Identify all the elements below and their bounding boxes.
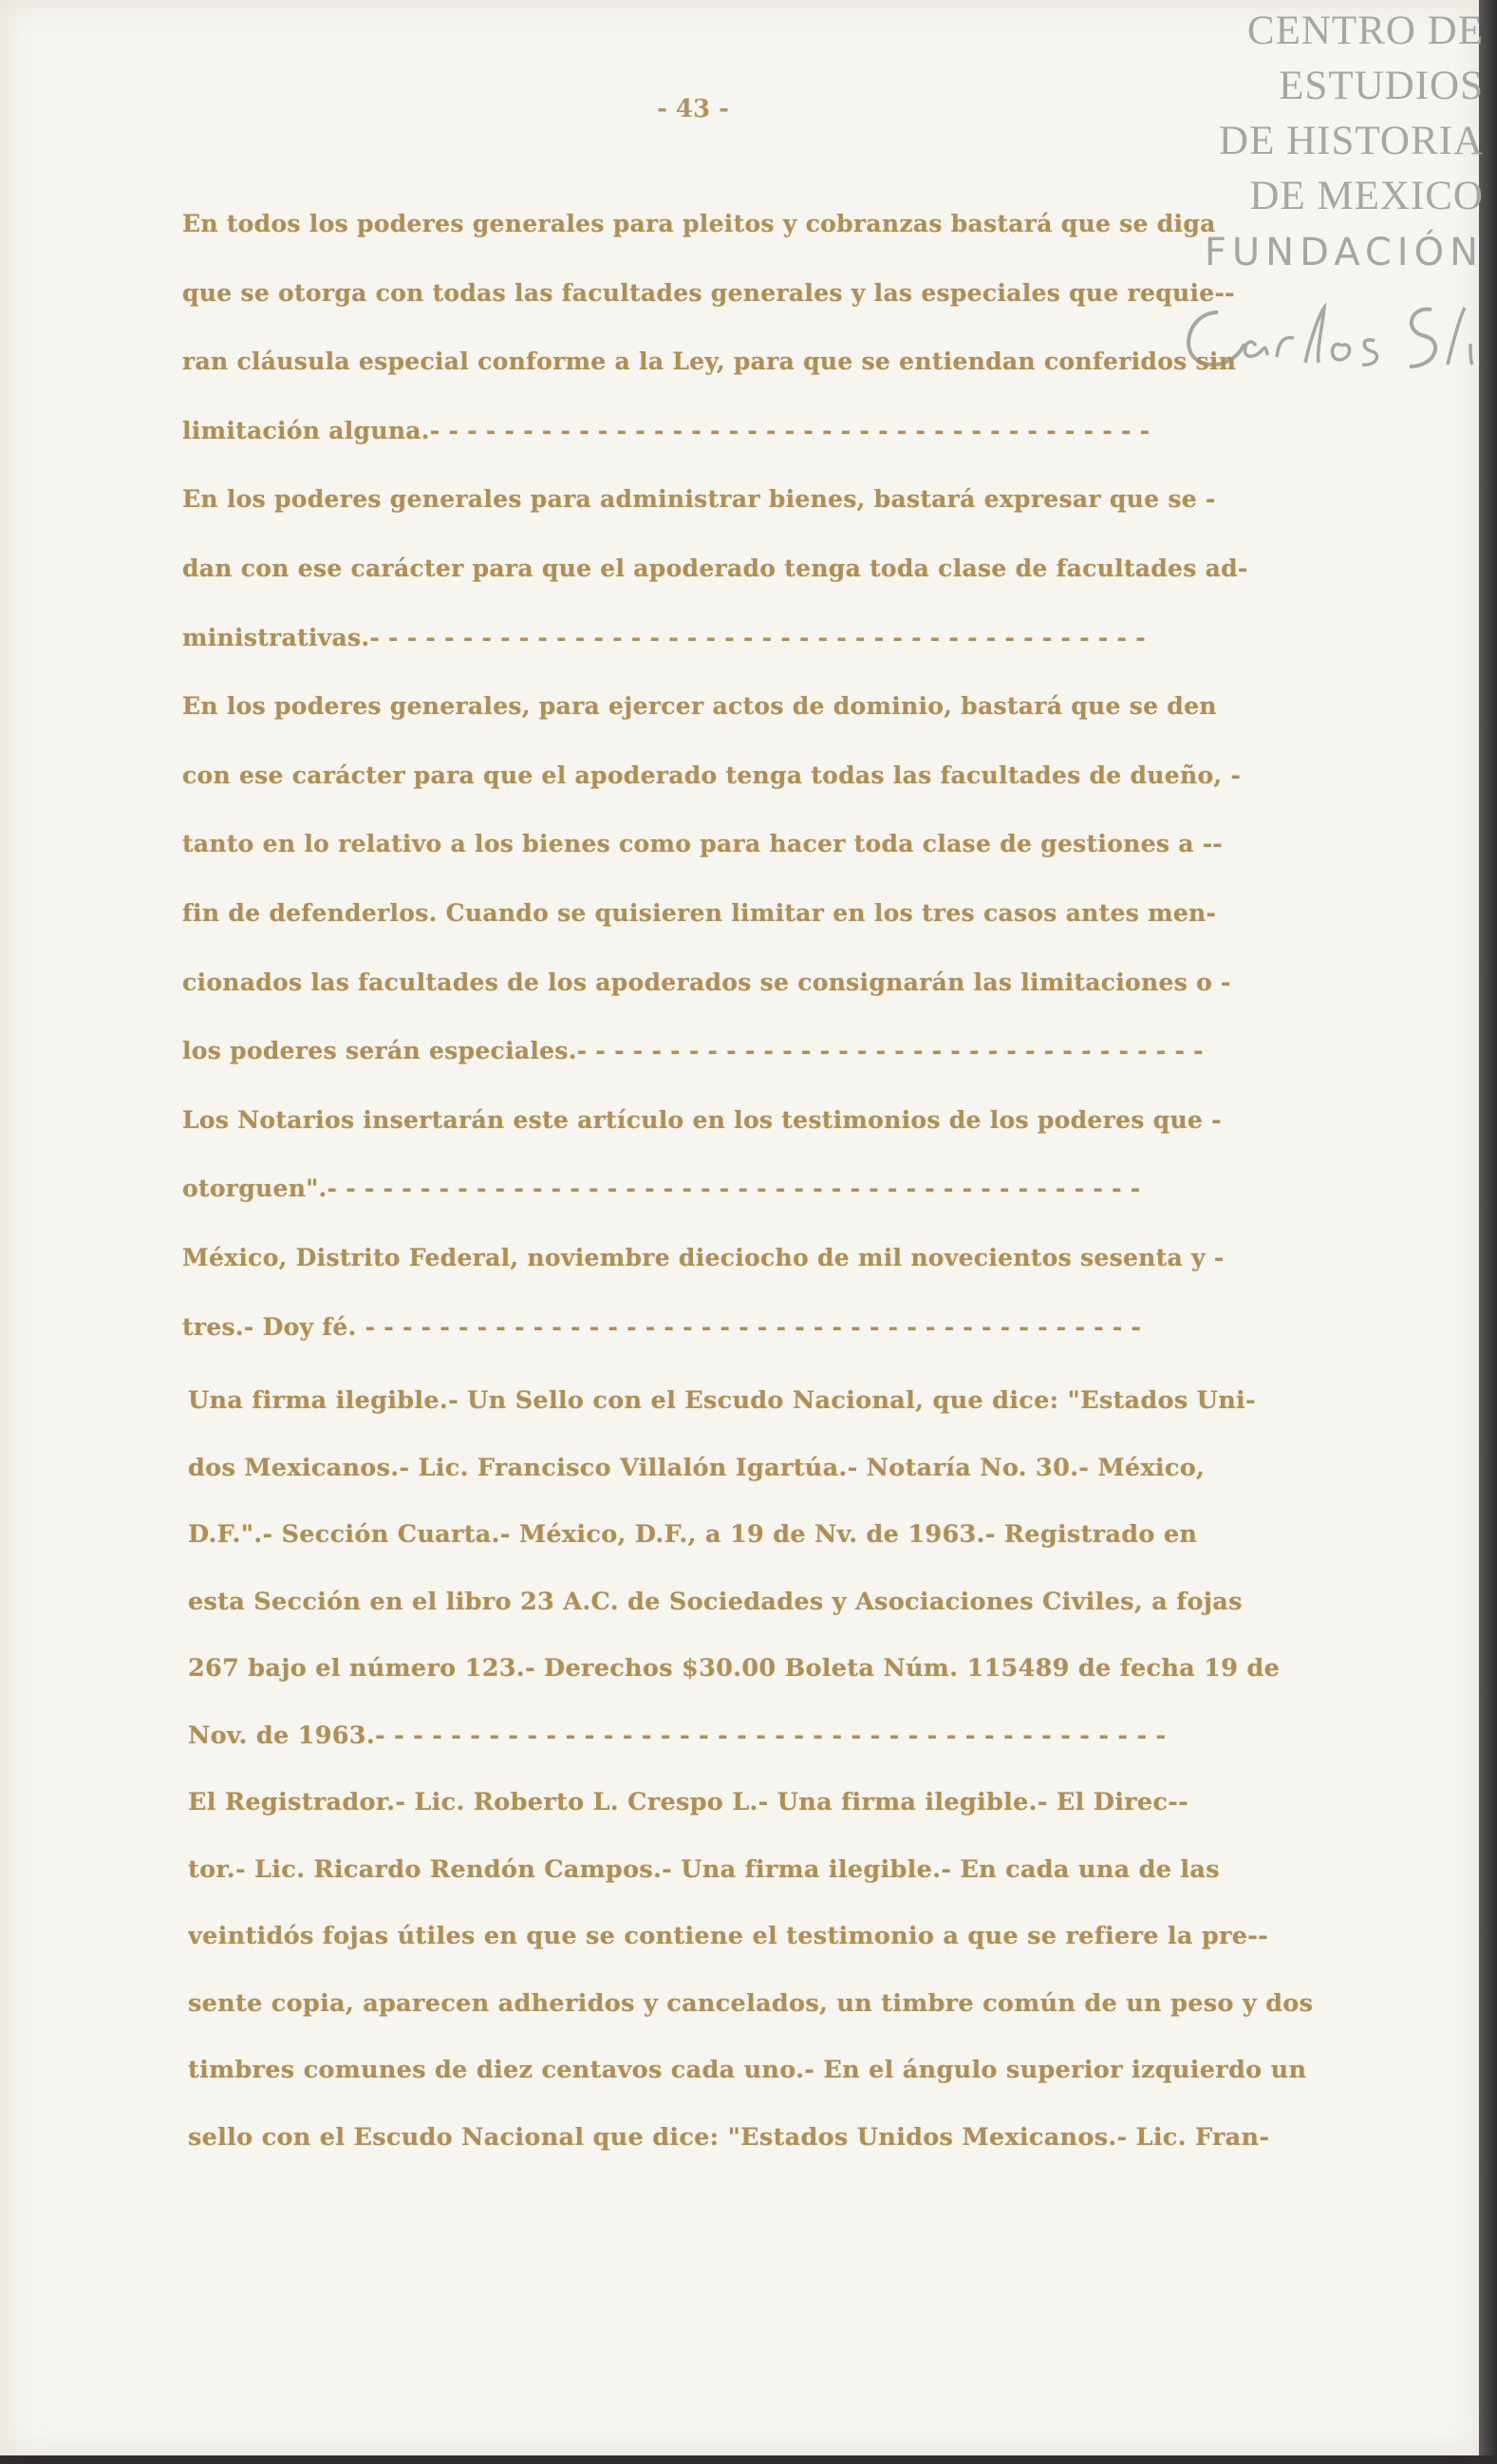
text-line: En todos los poderes generales para pleitos y cobranzas bastará que se diga [182,210,1216,237]
page-number: - 43 - [657,95,729,123]
registry-text [188,1367,1389,2171]
text-line: tanto en lo relativo a los bienes como para hacer toda clase de gestiones a -- [182,830,1224,858]
text-line: D.F.".- Sección Cuarta.- México, D.F., a 19 de Nv. de 1963.- Registrado en [188,1520,1198,1549]
text-line: sello con el Escudo Nacional que dice: "Estados Unidos Mexicanos.- Lic. Fran- [188,2122,1270,2152]
text-line: México, Distrito Federal, noviembre dieciocho de mil novecientos sesenta y - [182,1243,1225,1271]
text-line: 267 bajo el número 123.- Derechos $30.00 Boleta Núm. 115489 de fecha 19 de [188,1654,1281,1683]
text-line: Los Notarios insertarán este artículo en los testimonios de los poderes que - [182,1105,1222,1134]
text-line: cionados las facultades de los apoderados se consignarán las limitaciones o - [182,968,1231,996]
text-line: sente copia, aparecen adheridos y cancelados, un timbre común de un peso y dos [188,1988,1314,2018]
text-line: tor.- Lic. Ricardo Rendón Campos.- Una firma ilegible.- En cada una de las [188,1854,1220,1884]
text-line: que se otorga con todas las facultades generales y las especiales que requie-- [182,278,1235,307]
page-edge-bottom [0,2455,1497,2464]
text-line: ministrativas.- - - - - - - - - - - - - - - - - - - - - - - - - - - - - - - - - - - - - - - - - - [182,623,1146,651]
text-line: Nov. de 1963.- - - - - - - - - - - - - - - - - - - - - - - - - - - - - - - - - - - - - - - - - - [188,1721,1167,1750]
text-line: ran cláusula especial conforme a la Ley, para que se entiendan conferidos sin [182,348,1237,376]
text-line: los poderes serán especiales.- - - - - - - - - - - - - - - - - - - - - - - - - - - - - - - - - - [182,1037,1204,1065]
text-line: tres.- Doy fé. - - - - - - - - - - - - - - - - - - - - - - - - - - - - - - - - - - - - - - - - - - [182,1312,1142,1341]
text-line: con ese carácter para que el apoderado tenga todas las facultades de dueño, - [182,761,1242,789]
watermark-line: ESTUDIOS [1279,64,1484,108]
text-line: Una firma ilegible.- Un Sello con el Escudo Nacional, que dice: "Estados Uni- [188,1386,1256,1415]
watermark-line: DE HISTORIA [1219,119,1484,163]
text-line: En los poderes generales para administrar bienes, bastará expresar que se - [182,485,1216,514]
text-line: En los poderes generales, para ejercer actos de dominio, bastará que se den [182,692,1217,721]
watermark-line: DE MEXICO [1249,174,1484,218]
text-line: esta Sección en el libro 23 A.C. de Sociedades y Asociaciones Civiles, a fojas [188,1587,1243,1616]
watermark-line: CENTRO DE [1246,9,1484,53]
text-line: dan con ese carácter para que el apoderado tenga toda clase de facultades ad- [182,554,1248,582]
text-line: dos Mexicanos.- Lic. Francisco Villalón Igartúa.- Notaría No. 30.- México, [188,1453,1206,1482]
text-line: limitación alguna.- - - - - - - - - - - - - - - - - - - - - - - - - - - - - - - - - - - - - - - [182,416,1151,444]
text-line: otorguen".- - - - - - - - - - - - - - - - - - - - - - - - - - - - - - - - - - - - - - - - - - - - [182,1175,1141,1203]
text-line: fin de defenderlos. Cuando se quisieren limitar en los tres casos antes men- [182,898,1217,927]
body-text [182,190,1340,1362]
watermark-line: FUNDACIÓN [1204,231,1484,274]
text-line: El Registrador.- Lic. Roberto L. Crespo L.- Una firma ilegible.- El Direc-- [188,1788,1189,1816]
text-line: timbres comunes de diez centavos cada uno.- En el ángulo superior izquierdo un [188,2056,1307,2084]
text-line: veintidós fojas útiles en que se contiene el testimonio a que se refiere la pre-- [188,1922,1269,1950]
